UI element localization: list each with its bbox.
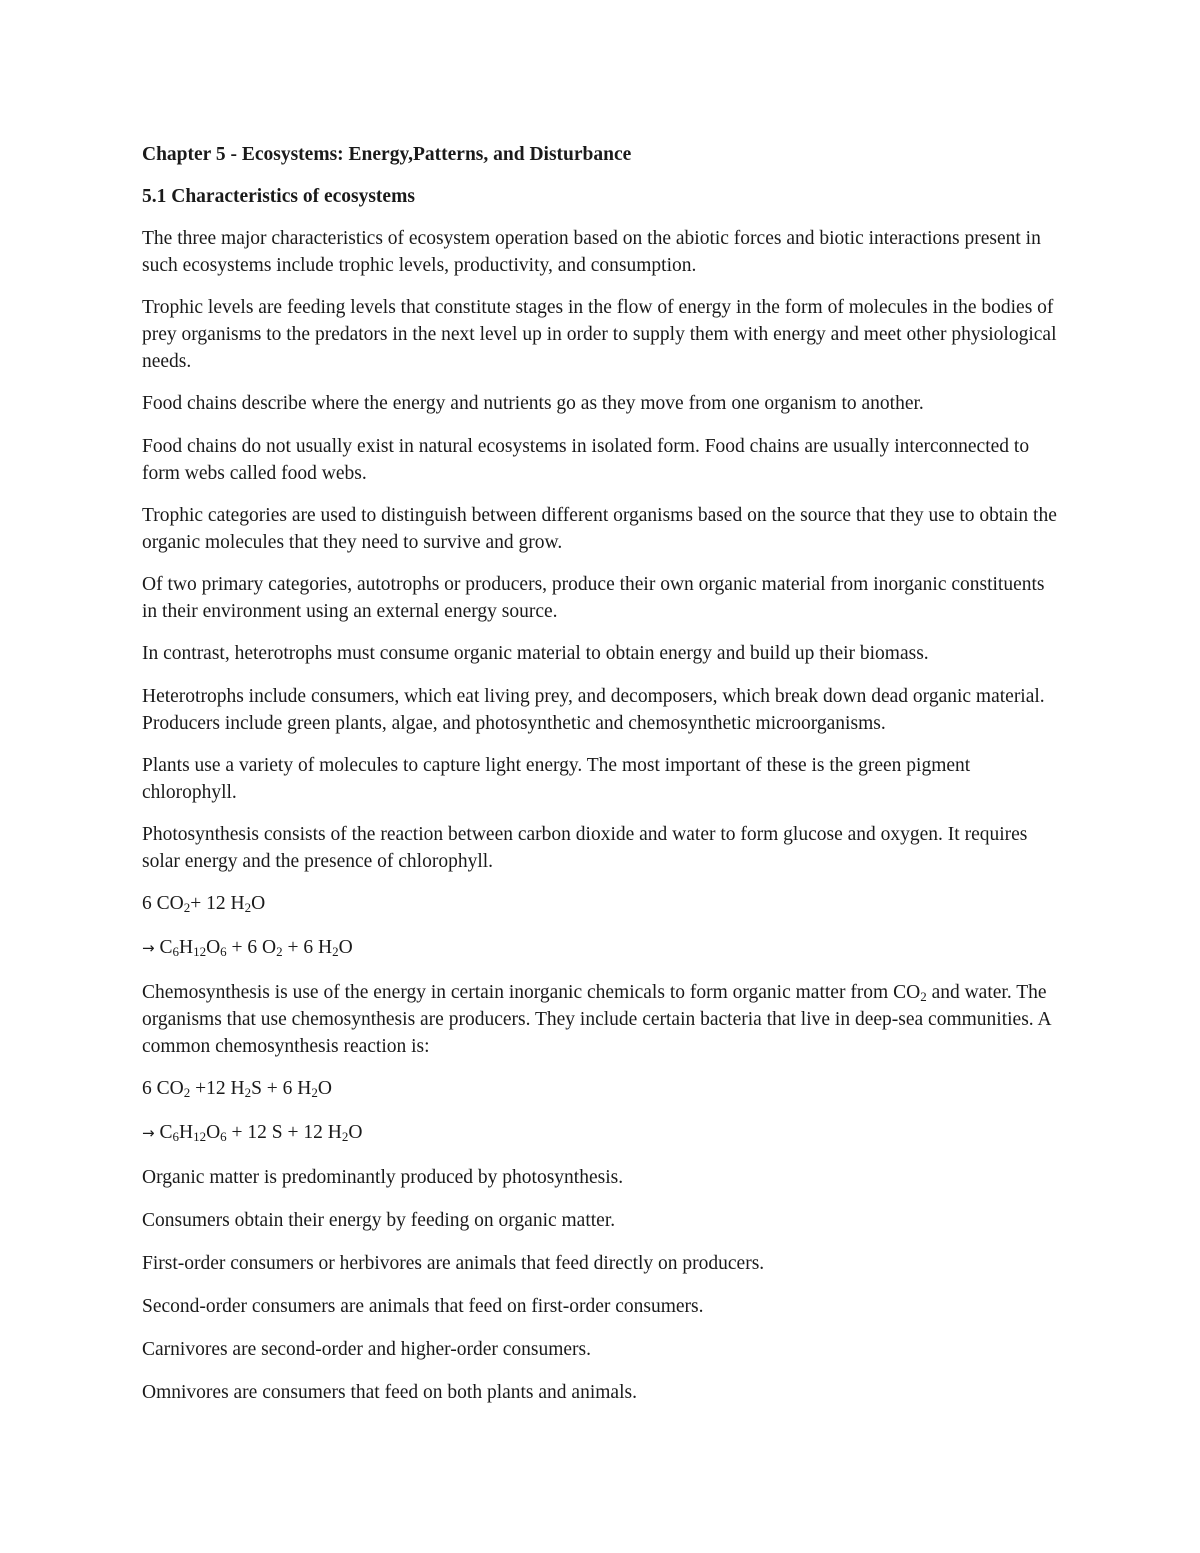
subscript: 12	[193, 1129, 207, 1144]
subscript: 2	[183, 1085, 191, 1100]
paragraph-food-chains: Food chains describe where the energy and nutrients go as they move from one organism to another.	[142, 393, 924, 414]
paragraph-consumers-decomposers: Heterotrophs include consumers, which eat living prey, and decomposers, which break down dead organic material. Producers include green plants, algae, and photosynthetic and chemosynthetic microorganisms.	[142, 686, 1045, 734]
subscript: 2	[276, 944, 283, 959]
subscript: 2	[332, 944, 339, 959]
paragraph-heterotrophs: In contrast, heterotrophs must consume organic material to obtain energy and build up their biomass.	[142, 643, 929, 664]
paragraph-trophic-categories: Trophic categories are used to distinguish between different organisms based on the source that they use to obtain the organic molecules that they need to survive and grow.	[142, 505, 1057, 553]
subscript: 6	[220, 944, 227, 959]
paragraph-ecosystem-characteristics: The three major characteristics of ecosystem operation based on the abiotic forces and biotic interactions present in such ecosystems include trophic levels, productivity, and consumption.	[142, 228, 1041, 276]
reaction-arrow-icon: →	[142, 1124, 155, 1142]
paragraph-first-order-consumers: First-order consumers or herbivores are animals that feed directly on producers.	[142, 1253, 765, 1274]
paragraph-trophic-levels: Trophic levels are feeding levels that constitute stages in the flow of energy in the form of molecules in the bodies of prey organisms to the predators in the next level up in order to supply them with energy and meet other physiological needs.	[142, 297, 1057, 372]
subscript: 2	[244, 1085, 252, 1100]
subscript: 2	[341, 1129, 349, 1144]
chemosynthesis-equation-products: → $C_6H_{12}O_6 + 12$ S + 12 $H_2O$	[142, 1122, 363, 1144]
paragraph-omnivores: Omnivores are consumers that feed on both plants and animals.	[142, 1382, 637, 1403]
subscript: 2	[244, 900, 252, 915]
paragraph-photosynthesis: Photosynthesis consists of the reaction between carbon dioxide and water to form glucose and oxygen. It requires solar energy and the presence of chlorophyll.	[142, 824, 1028, 872]
document-page	[142, 141, 1062, 1422]
paragraph-organic-matter: Organic matter is predominantly produced by photosynthesis.	[142, 1167, 624, 1188]
paragraph-chemosynthesis: Chemosynthesis is use of the energy in certain inorganic chemicals to form organic matter from $CO_2$ and water. The organisms that use chemosynthesis are producers. They include certain bacteria that live in deep-sea communities. A common chemosynthesis reaction is:	[142, 982, 1051, 1057]
photosynthesis-equation-reactants: 6 $CO_2+ 12$ $H_2O$	[142, 893, 266, 915]
subscript: 2	[311, 1085, 318, 1100]
section-heading: 5.1 Characteristics of ecosystems	[142, 186, 415, 207]
paragraph-food-webs: Food chains do not usually exist in natural ecosystems in isolated form. Food chains are usually interconnected to form webs called food webs.	[142, 436, 1030, 484]
subscript: 6	[220, 1129, 227, 1144]
chemosynthesis-equation-reactants: 6 $CO_2 +12$ $H_2S + 6$ $H_2O$	[142, 1078, 332, 1100]
reaction-arrow-icon: →	[142, 939, 155, 957]
subscript: 6	[172, 944, 179, 959]
subscript: 2	[920, 989, 927, 1004]
subscript: 2	[183, 900, 191, 915]
paragraph-second-order-consumers: Second-order consumers are animals that feed on first-order consumers.	[142, 1296, 704, 1317]
photosynthesis-equation-products: → $C_6H_{12}O_6 + 6$ $O_2 + 6$ $H_2O$	[142, 937, 353, 959]
paragraph-autotrophs: Of two primary categories, autotrophs or producers, produce their own organic material from inorganic constituents in their environment using an external energy source.	[142, 574, 1045, 622]
subscript: 6	[172, 1129, 179, 1144]
subscript: 12	[193, 944, 207, 959]
chapter-title: Chapter 5 - Ecosystems: Energy,Patterns, and Disturbance	[142, 144, 632, 165]
paragraph-consumers-energy: Consumers obtain their energy by feeding on organic matter.	[142, 1210, 616, 1231]
paragraph-chlorophyll: Plants use a variety of molecules to capture light energy. The most important of these is the green pigment chlorophyll.	[142, 755, 971, 803]
paragraph-carnivores: Carnivores are second-order and higher-order consumers.	[142, 1339, 592, 1360]
